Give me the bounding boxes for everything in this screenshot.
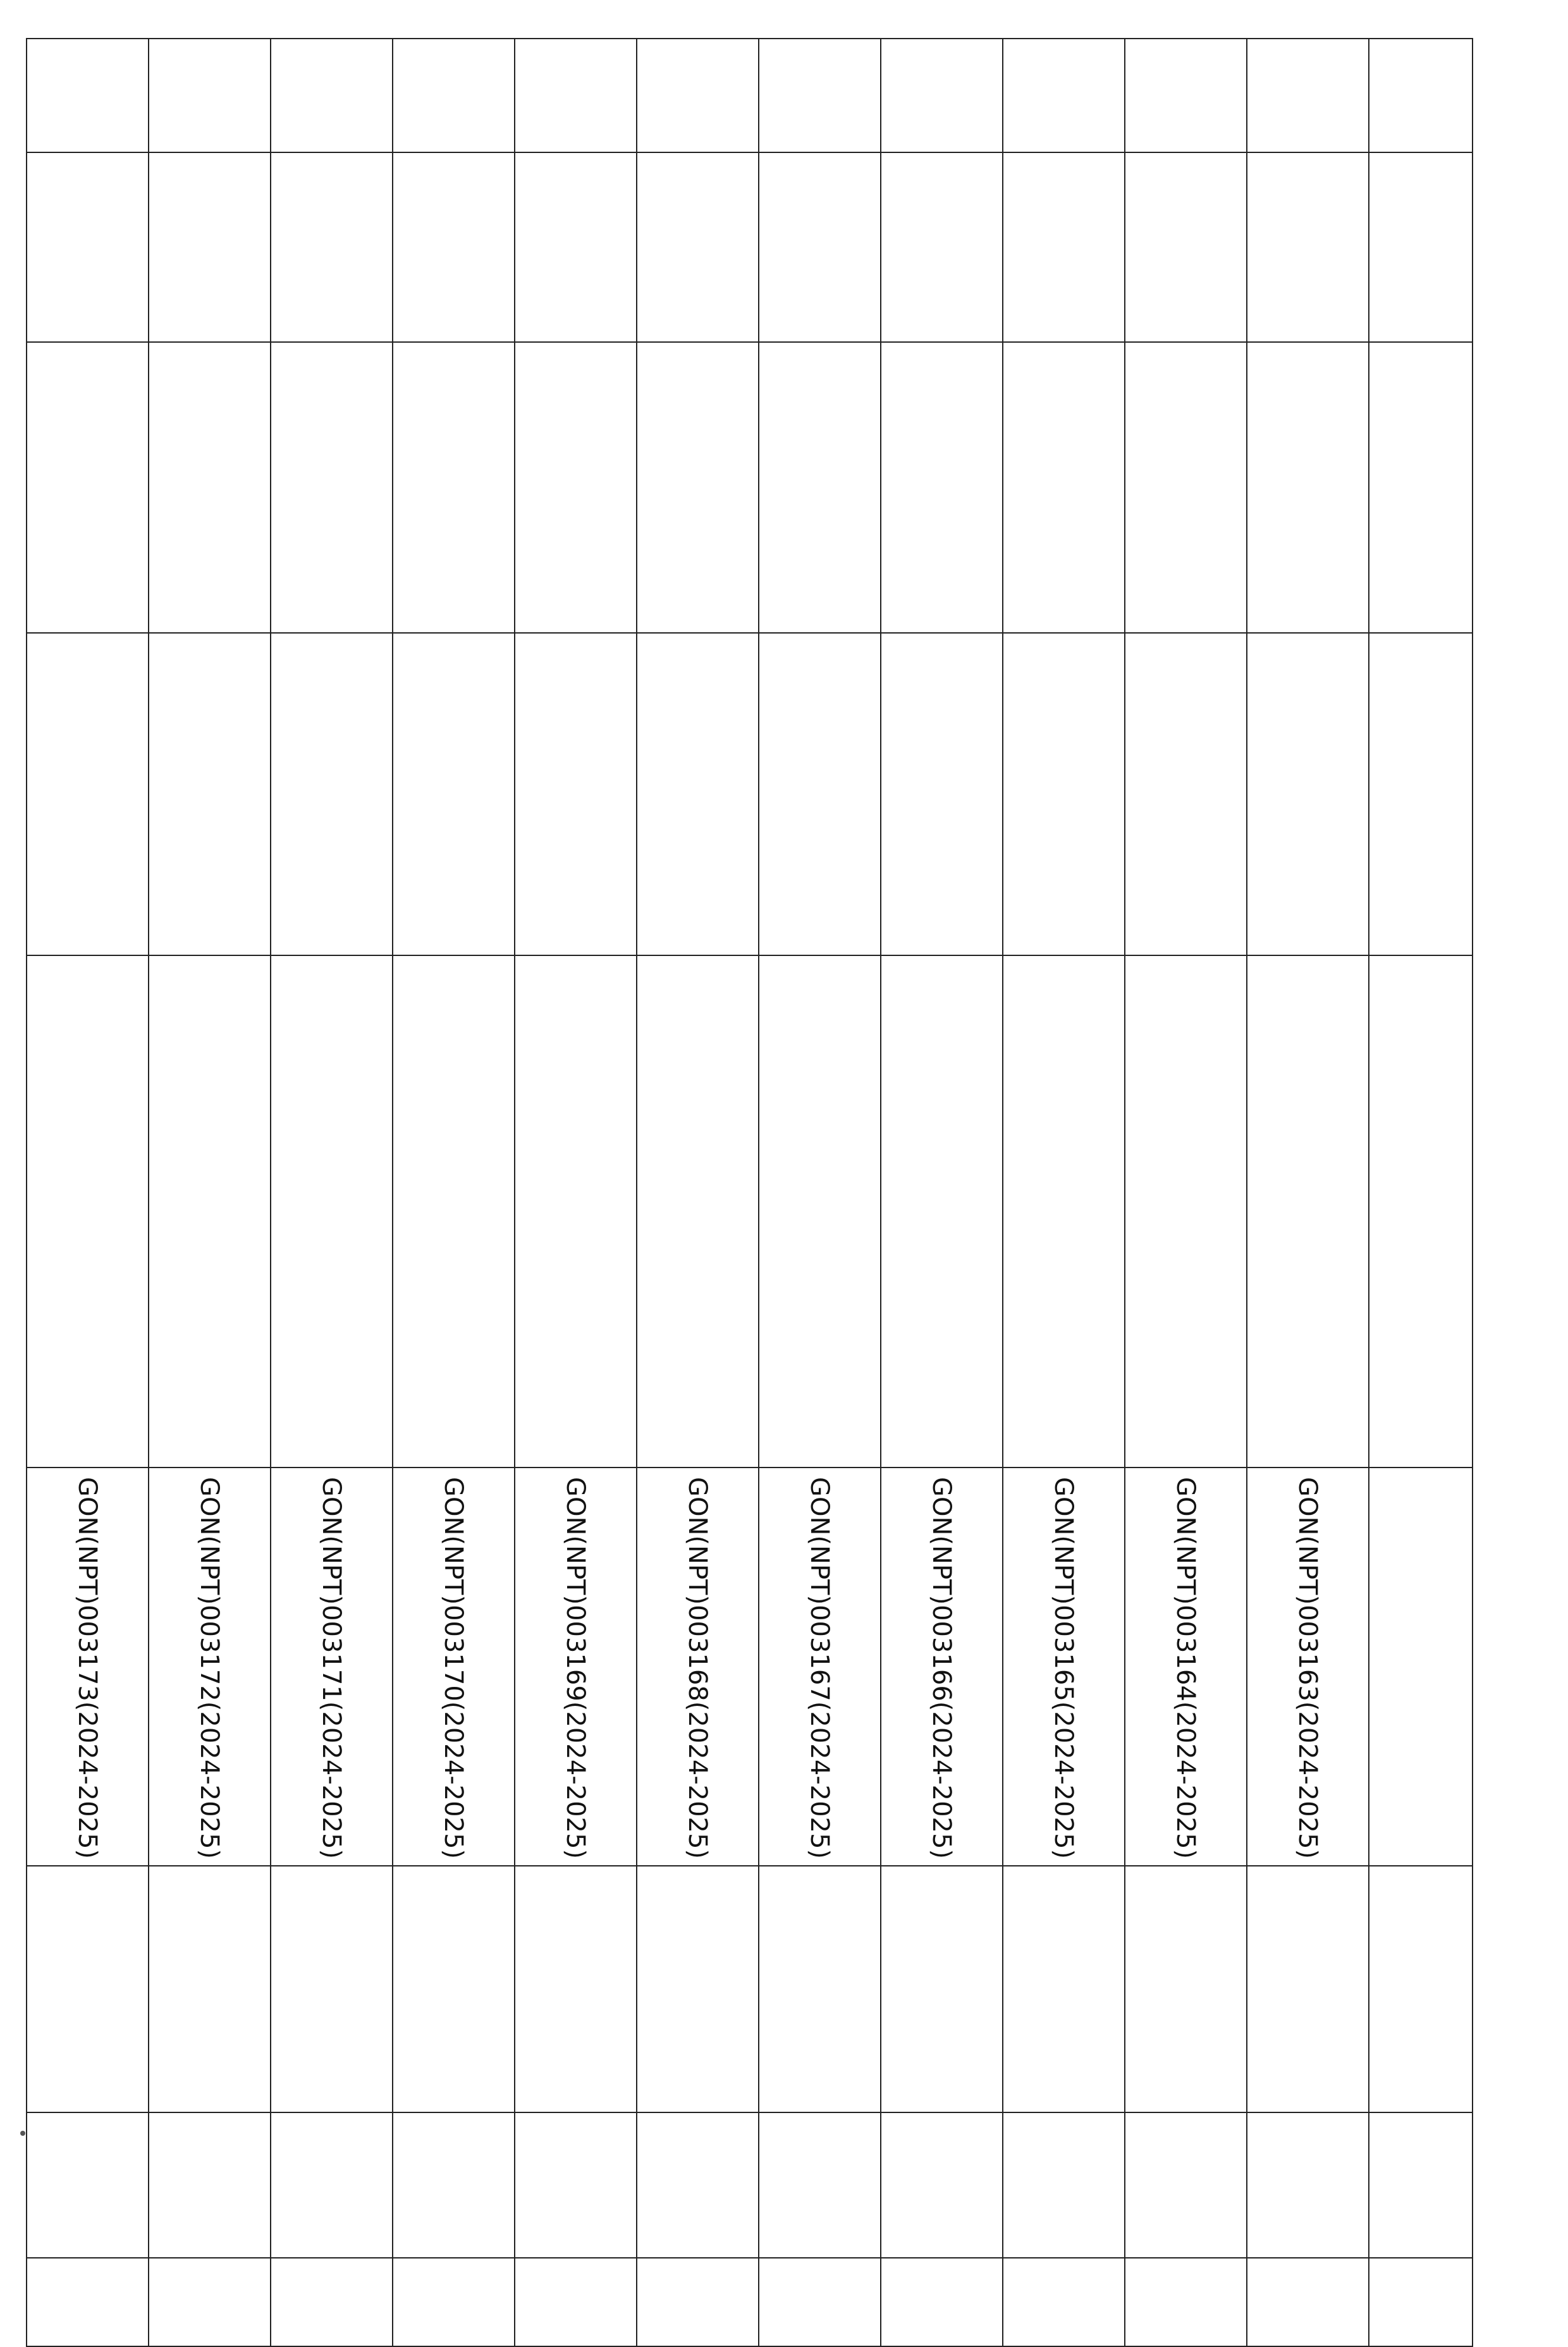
row-township	[1003, 2112, 1125, 2258]
header-position	[1369, 633, 1473, 955]
row-no	[27, 39, 149, 152]
row-license-no: GON(NPT)003168(2024-2025)	[637, 1468, 759, 1866]
row-no	[881, 39, 1003, 152]
row-village	[1247, 1866, 1369, 2112]
row-village	[881, 1866, 1003, 2112]
row-remark	[393, 2258, 515, 2346]
row-position	[881, 633, 1003, 955]
row-license-no: GON(NPT)003171(2024-2025)	[271, 1468, 393, 1866]
row-name	[637, 342, 759, 633]
row-township	[27, 2112, 149, 2258]
row-remark	[271, 2258, 393, 2346]
row-village	[27, 1866, 149, 2112]
row-remark	[1125, 2258, 1247, 2346]
row-date	[1247, 152, 1369, 342]
row-remark	[637, 2258, 759, 2346]
row-village	[271, 1866, 393, 2112]
header-village	[1369, 1866, 1473, 2112]
row-name	[149, 342, 271, 633]
row-position	[393, 633, 515, 955]
row-remark	[149, 2258, 271, 2346]
row-address	[759, 955, 881, 1468]
row-address	[1125, 955, 1247, 1468]
row-township	[271, 2112, 393, 2258]
row-license-no: GON(NPT)003173(2024-2025)	[27, 1468, 149, 1866]
row-position	[149, 633, 271, 955]
header-address	[1369, 955, 1473, 1468]
row-date	[393, 152, 515, 342]
row-no	[1247, 39, 1369, 152]
row-position	[271, 633, 393, 955]
row-village	[1125, 1866, 1247, 2112]
table-row	[1003, 39, 1125, 2346]
row-township	[637, 2112, 759, 2258]
row-address	[27, 955, 149, 1468]
header-name	[1369, 342, 1473, 633]
row-township	[515, 2112, 637, 2258]
row-license-no: GON(NPT)003172(2024-2025)	[149, 1468, 271, 1866]
row-village	[759, 1866, 881, 2112]
row-address	[515, 955, 637, 1468]
row-date	[515, 152, 637, 342]
header-date	[1369, 152, 1473, 342]
row-village	[515, 1866, 637, 2112]
table-row	[881, 39, 1003, 2346]
row-township	[1125, 2112, 1247, 2258]
row-position	[1247, 633, 1369, 955]
table-row	[515, 39, 637, 2346]
row-remark	[881, 2258, 1003, 2346]
row-no	[1003, 39, 1125, 152]
row-township	[149, 2112, 271, 2258]
row-no	[515, 39, 637, 152]
row-address	[271, 955, 393, 1468]
row-address	[637, 955, 759, 1468]
row-date	[271, 152, 393, 342]
row-village	[149, 1866, 271, 2112]
row-township	[881, 2112, 1003, 2258]
row-name	[27, 342, 149, 633]
row-position	[1003, 633, 1125, 955]
row-no	[1125, 39, 1247, 152]
row-remark	[27, 2258, 149, 2346]
row-license-no: GON(NPT)003167(2024-2025)	[759, 1468, 881, 1866]
row-position	[515, 633, 637, 955]
row-position	[759, 633, 881, 955]
header-township	[1369, 2112, 1473, 2258]
header-remark	[1369, 2258, 1473, 2346]
row-address	[1003, 955, 1125, 1468]
row-position	[1125, 633, 1247, 955]
row-remark	[515, 2258, 637, 2346]
table-row	[271, 39, 393, 2346]
row-name	[1247, 342, 1369, 633]
row-township	[1247, 2112, 1369, 2258]
row-township	[759, 2112, 881, 2258]
row-remark	[1247, 2258, 1369, 2346]
row-name	[515, 342, 637, 633]
row-name	[759, 342, 881, 633]
table-header-row	[1369, 39, 1473, 2346]
row-date	[637, 152, 759, 342]
row-license-no: GON(NPT)003170(2024-2025)	[393, 1468, 515, 1866]
row-village	[1003, 1866, 1125, 2112]
row-name	[1003, 342, 1125, 633]
row-no	[637, 39, 759, 152]
table-row	[393, 39, 515, 2346]
row-village	[393, 1866, 515, 2112]
row-remark	[1003, 2258, 1125, 2346]
row-name	[1125, 342, 1247, 633]
row-date	[149, 152, 271, 342]
table-row	[637, 39, 759, 2346]
table-row	[1247, 39, 1369, 2346]
row-license-no: GON(NPT)003169(2024-2025)	[515, 1468, 637, 1866]
row-township	[393, 2112, 515, 2258]
row-license-no: GON(NPT)003165(2024-2025)	[1003, 1468, 1125, 1866]
row-date	[1125, 152, 1247, 342]
row-address	[149, 955, 271, 1468]
row-license-no: GON(NPT)003166(2024-2025)	[881, 1468, 1003, 1866]
table-row	[149, 39, 271, 2346]
row-date	[759, 152, 881, 342]
row-no	[393, 39, 515, 152]
table-row	[1125, 39, 1247, 2346]
row-address	[881, 955, 1003, 1468]
row-address	[393, 955, 515, 1468]
row-remark	[759, 2258, 881, 2346]
row-date	[27, 152, 149, 342]
table-row	[759, 39, 881, 2346]
row-village	[637, 1866, 759, 2112]
row-name	[881, 342, 1003, 633]
row-license-no: GON(NPT)003163(2024-2025)	[1247, 1468, 1369, 1866]
table-row	[27, 39, 149, 2346]
header-license-no	[1369, 1468, 1473, 1866]
row-date	[881, 152, 1003, 342]
row-no	[271, 39, 393, 152]
row-position	[637, 633, 759, 955]
row-name	[393, 342, 515, 633]
scan-speck	[20, 2131, 25, 2136]
row-no	[149, 39, 271, 152]
row-address	[1247, 955, 1369, 1468]
row-no	[759, 39, 881, 152]
document-title	[1505, 158, 1543, 2055]
row-name	[271, 342, 393, 633]
row-license-no: GON(NPT)003164(2024-2025)	[1125, 1468, 1247, 1866]
row-position	[27, 633, 149, 955]
header-no	[1369, 39, 1473, 152]
license-register-table	[26, 38, 1473, 2347]
row-date	[1003, 152, 1125, 342]
